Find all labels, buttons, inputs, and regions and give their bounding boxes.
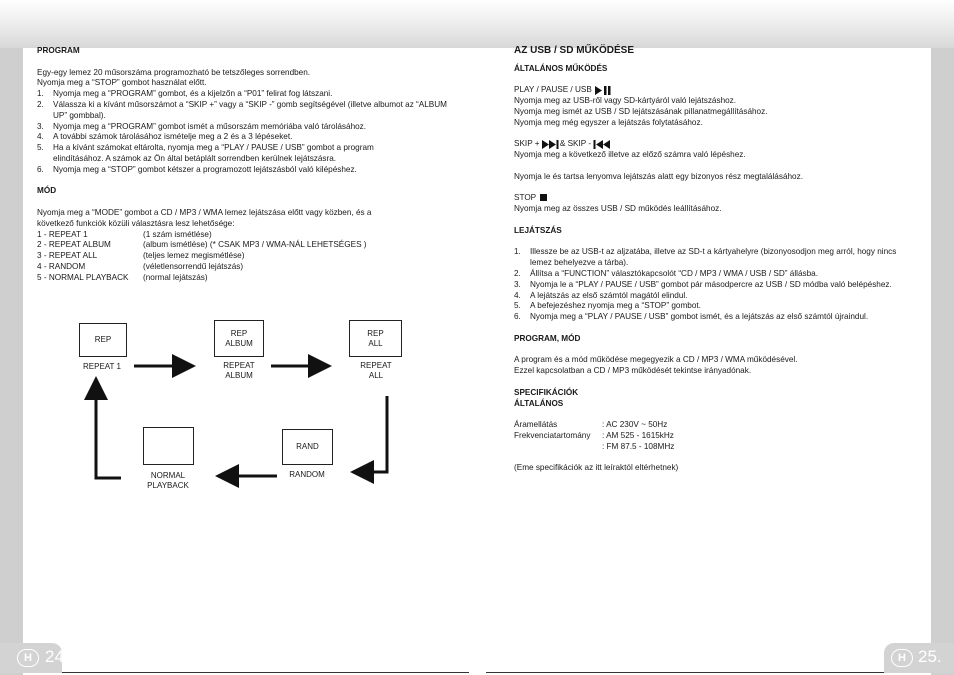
right-page-text xyxy=(514,46,919,474)
general-heading: ÁLTALÁNOS MŰKÖDÉS xyxy=(514,63,608,73)
page-badge-right xyxy=(884,643,954,673)
page-badge-left xyxy=(0,643,69,673)
playback-heading: LEJÁTSZÁS xyxy=(514,225,562,235)
mode-intro-1: Nyomja meg a “MODE” gombot a CD / MP3 / WMA lemez lejátszása előtt vagy közben, és a xyxy=(37,207,372,217)
program-mode-line-2: Ezzel kapcsolatban a CD / MP3 működését tekintse irányadónak. xyxy=(514,366,752,376)
mode-box-normal xyxy=(143,427,194,465)
skip-label: SKIP + & SKIP - xyxy=(514,139,919,150)
spec-row: Áramellátás : AC 230V ~ 50Hz xyxy=(514,420,668,430)
play-line-2: Nyomja meg ismét az USB / SD lejátszásának pillanatmegállításához. xyxy=(514,106,768,116)
program-mode-line-1: A program és a mód működése megegyezik a CD / MP3 / WMA működésével. xyxy=(514,355,798,365)
spec-note: (Eme specifikációk az itt leíraktól eltérhetnek) xyxy=(514,463,679,473)
program-intro-1: Egy-egy lemez 20 műsorszáma programozható be tetszőleges sorrendben. xyxy=(37,67,311,77)
program-step: 1. Nyomja meg a “PROGRAM” gombot, és a kijelzőn a “P01” felirat fog látszani. xyxy=(37,89,333,99)
stop-label: STOP xyxy=(514,193,919,204)
hold-line: Nyomja le és tartsa lenyomva lejátszás alatt egy bizonyos rész megtalálásához. xyxy=(514,171,803,181)
program-step: 2. Válassza ki a kívánt műsorszámot a “SKIP +” vagy a “SKIP -” gomb segítségével (illetve albumot az “ALBUM UP” gombbal). xyxy=(37,99,447,120)
label-repeat-1: REPEAT 1 xyxy=(83,362,121,371)
mode-box-rep: REP xyxy=(79,323,127,357)
mode-row: 3 - REPEAT ALL (teljes lemez megismétlése) xyxy=(37,251,245,261)
play-line-1: Nyomja meg az USB-ről vagy SD-kártyáról való lejátszáshoz. xyxy=(514,96,737,106)
program-step: 5. Ha a kívánt számokat eltárolta, nyomja meg a “PLAY / PAUSE / USB” gombot a program elindításához. A számok az Ön által betáplált sorrendben kerülnek lejátszásra. xyxy=(37,143,374,163)
playback-step: 3. Nyomja le a “PLAY / PAUSE / USB” gombot pár másodpercre az USB / SD módba való belépéshez. xyxy=(514,279,892,289)
program-intro-2: Nyomja meg a “STOP” gombot használat előtt. xyxy=(37,78,207,88)
playback-step: 2. Állítsa a “FUNCTION” választókapcsolót “CD / MP3 / WMA / USB / SD” állásba. xyxy=(514,268,818,278)
program-heading: PROGRAM xyxy=(37,46,80,55)
language-badge: H xyxy=(891,649,913,667)
mode-row: 2 - REPEAT ALBUM (album ismétlése) (* CSAK MP3 / WMA-NÁL LEHETSÉGES ) xyxy=(37,240,367,250)
language-badge: H xyxy=(17,649,39,667)
spec-heading: SPECIFIKÁCIÓK xyxy=(514,387,579,397)
mode-box-rand: RAND xyxy=(282,429,333,465)
program-step: 4. A további számok tárolásához ismételje meg a 2 és a 3 lépéseket. xyxy=(37,132,293,142)
label-repeat-all: REPEAT ALL xyxy=(360,361,392,380)
mode-box-rep-album: REP ALBUM xyxy=(214,320,264,357)
playback-step: 1. Illessze be az USB-t az aljzatába, illetve az SD-t a kártyahelyre (bizonyosodjon meg arról, hogy nincs lemez behelyezve a tárba). xyxy=(514,247,897,268)
mode-intro-2: következő funkciók közüli választásra lesz lehetősége: xyxy=(37,218,235,228)
stop-icon xyxy=(538,194,548,202)
skip-forward-icon xyxy=(542,140,560,149)
usb-sd-title: AZ USB / SD MŰKÖDÉSE xyxy=(514,45,635,56)
playback-step: 5. A befejezéshez nyomja meg a “STOP” gombot. xyxy=(514,301,701,311)
spec-row: : FM 87.5 - 108MHz xyxy=(602,441,675,451)
label-random: RANDOM xyxy=(289,470,325,479)
playback-step: 4. A lejátszás az első számtól magától elindul. xyxy=(514,290,688,300)
play-line-3: Nyomja meg még egyszer a lejátszás folytatásához. xyxy=(514,117,703,127)
skip-back-icon xyxy=(593,140,611,149)
stop-line: Nyomja meg az összes USB / SD működés leállításához. xyxy=(514,204,722,214)
program-step: 3. Nyomja meg a “PROGRAM” gombot ismét a műsorszám memóriába való tárolásához. xyxy=(37,121,367,131)
label-normal-playback: NORMAL PLAYBACK xyxy=(147,471,189,490)
playback-step: 6. Nyomja meg a “PLAY / PAUSE / USB” gombot ismét, és a lejátszás az első számtól újraindul. xyxy=(514,312,869,322)
program-mode-heading: PROGRAM, MÓD xyxy=(514,333,581,343)
mode-heading: MÓD xyxy=(37,186,57,196)
label-repeat-album: REPEAT ALBUM xyxy=(223,361,255,380)
spec-row: Frekvenciatartomány : AM 525 - 1615kHz xyxy=(514,430,674,440)
mode-row: 5 - NORMAL PLAYBACK (normal lejátszás) xyxy=(37,272,208,282)
skip-line: Nyomja meg a következő illetve az előző számra való lépéshez. xyxy=(514,150,746,160)
mode-box-rep-all: REP ALL xyxy=(349,320,402,357)
arrow-all-to-random xyxy=(356,396,387,472)
play-label: PLAY / PAUSE / USB xyxy=(514,85,919,96)
mode-row: 1 - REPEAT 1 (1 szám ismétlése) xyxy=(37,229,212,239)
spec-subheading: ÁLTALÁNOS xyxy=(514,398,564,408)
page-number-right: 25. xyxy=(918,647,942,666)
page-number-left: 24. xyxy=(45,647,69,666)
program-step: 6. Nyomja meg a “STOP” gombot kétszer a programozott lejátszásból való kilépéshez. xyxy=(37,164,357,174)
mode-row: 4 - RANDOM (véletlensorrendű lejátszás) xyxy=(37,261,244,271)
arrow-normal-to-rep1 xyxy=(96,382,121,478)
play-pause-icon xyxy=(594,86,612,95)
